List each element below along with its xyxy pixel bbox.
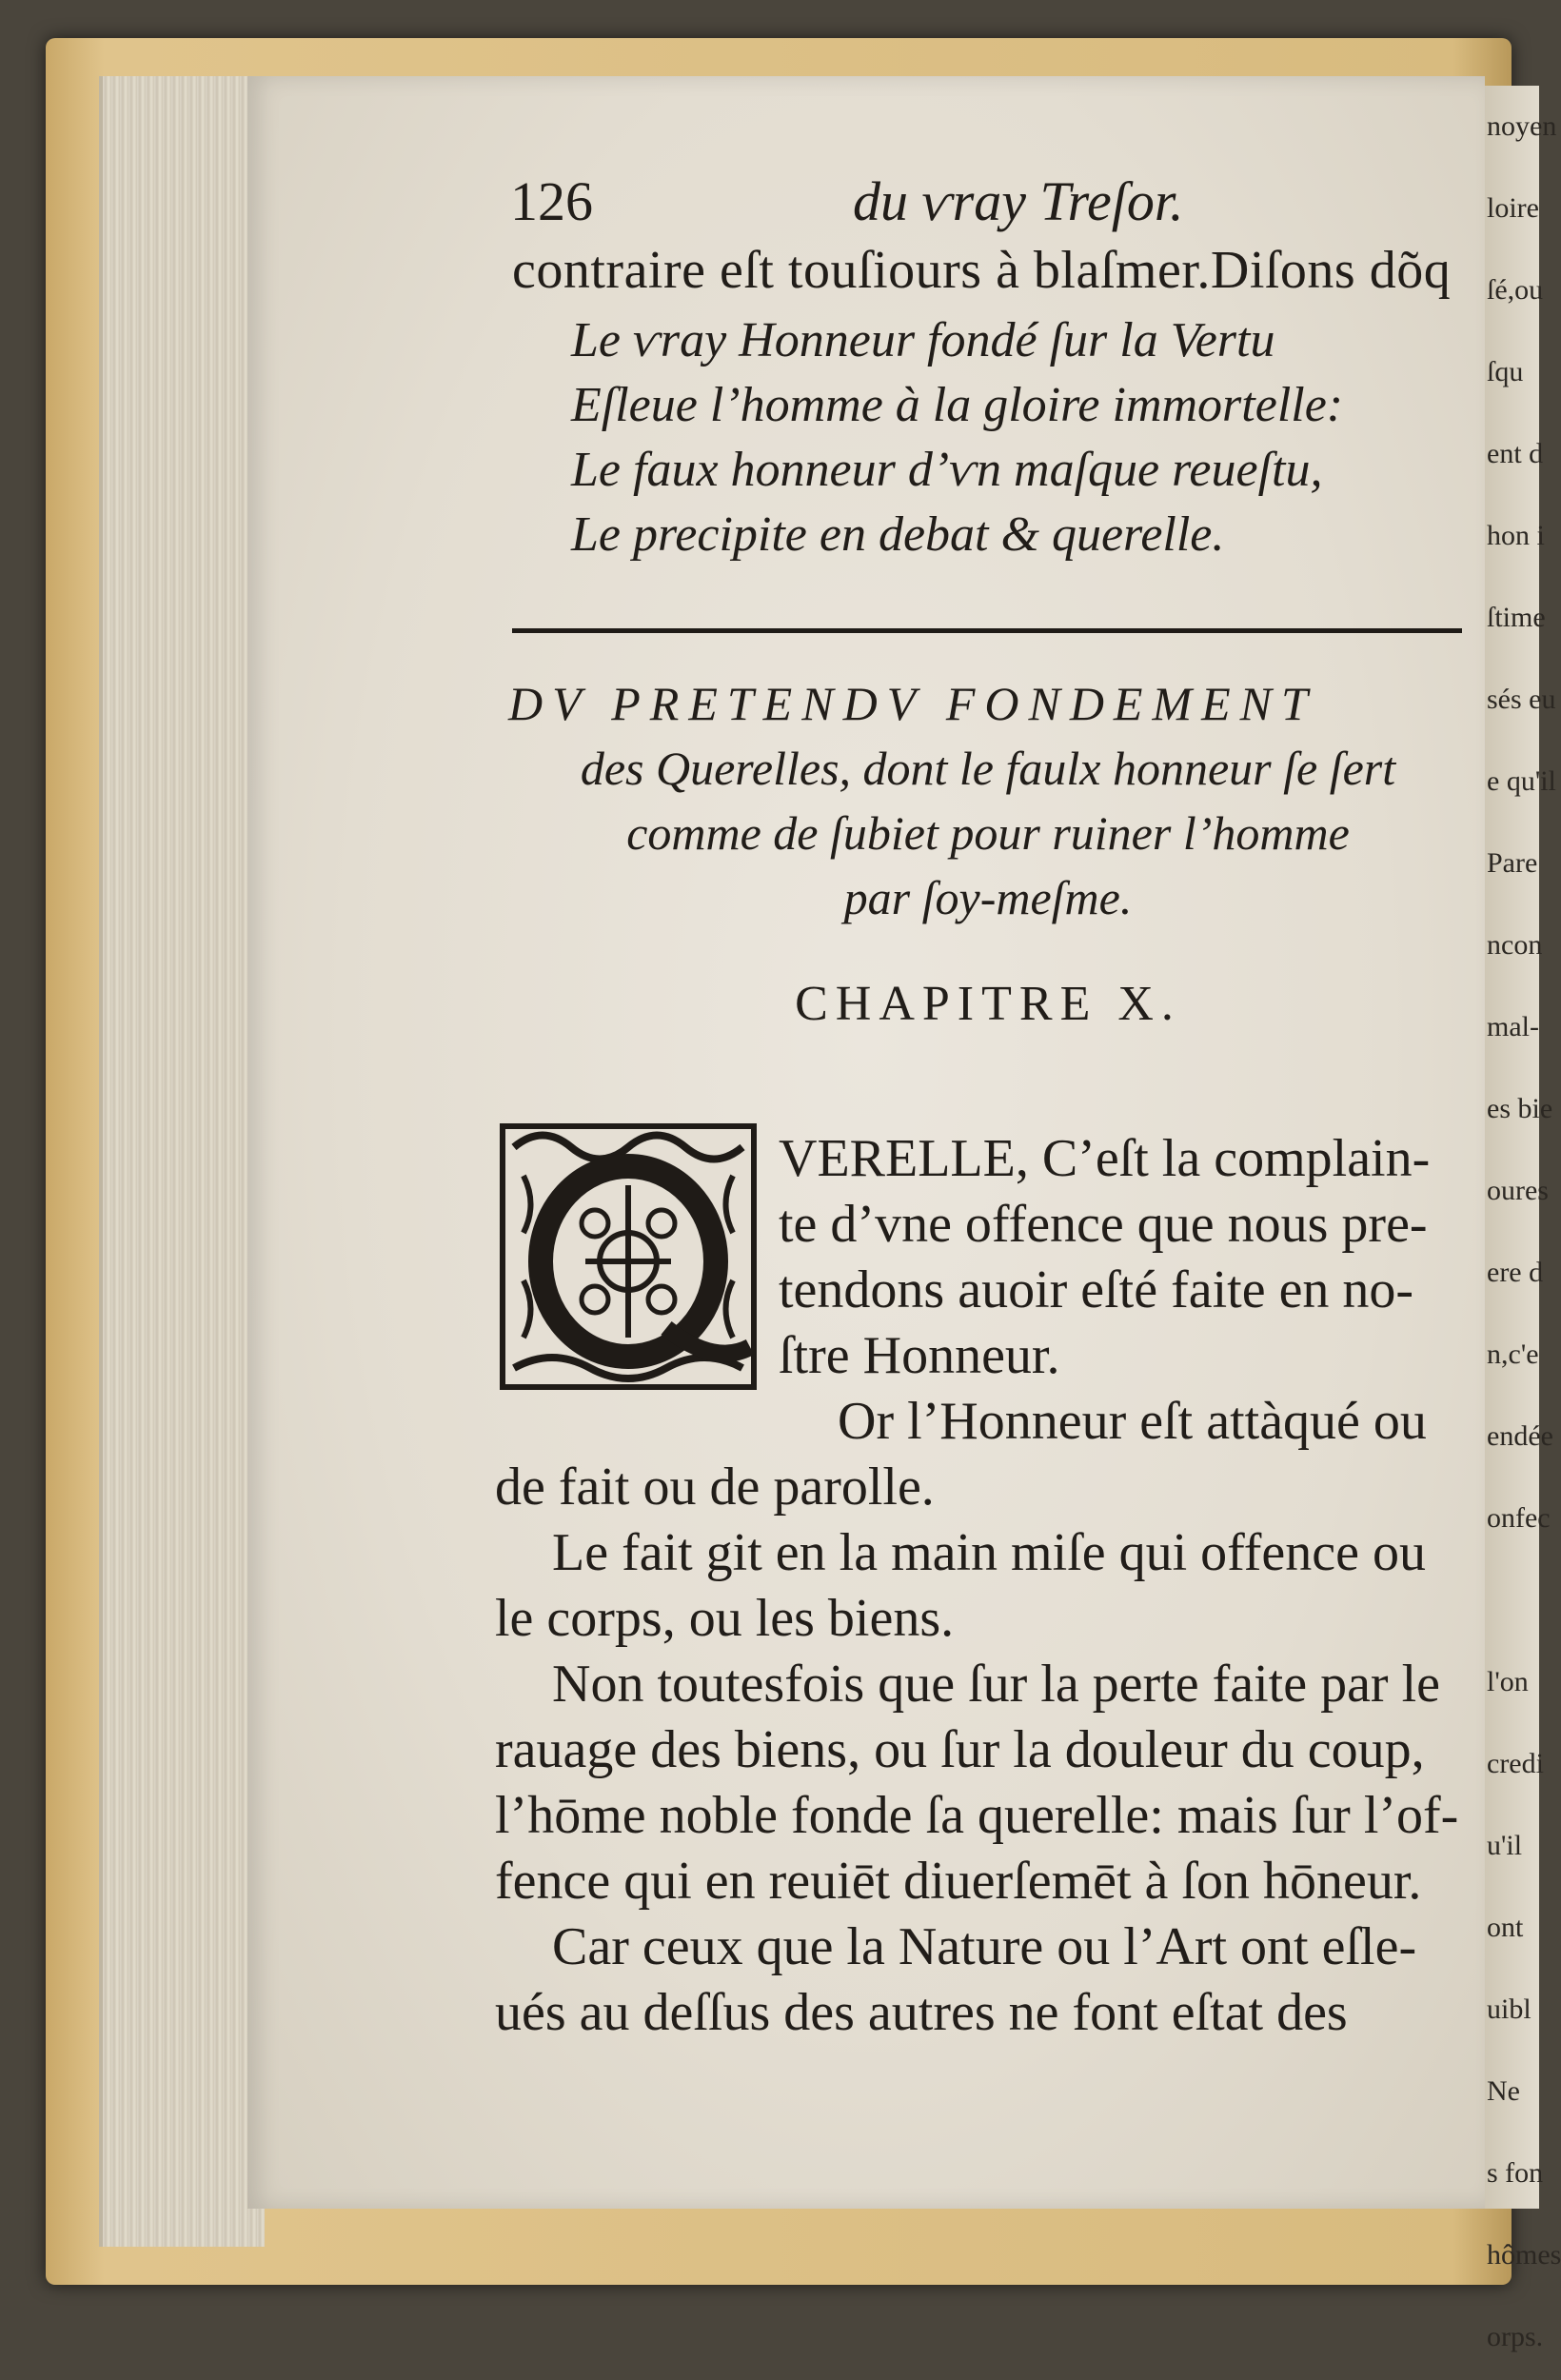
facing-page-fragment: ere d xyxy=(1487,1257,1544,1288)
facing-page-fragment: u'il xyxy=(1487,1830,1523,1861)
body-line: tendons auoir eſté faite en no- xyxy=(779,1260,1414,1319)
page-number: 126 xyxy=(510,170,593,232)
section-subtitle-line: comme de ſubiet pour ruiner l’homme xyxy=(626,806,1350,860)
body-line: ſtre Honneur. xyxy=(779,1326,1060,1385)
chapter-heading: CHAPITRE X. xyxy=(795,977,1181,1031)
body-line: ués au deſſus des autres ne font eſtat des xyxy=(495,1983,1348,2042)
facing-page-fragment: ſqu xyxy=(1487,356,1524,387)
facing-page-fragment: mal- xyxy=(1487,1011,1539,1042)
facing-page-fragment: Pare xyxy=(1487,847,1538,879)
body-line: le corps, ou les biens. xyxy=(495,1589,955,1648)
body-line: Or l’Honneur eſt attàqué ou xyxy=(838,1392,1427,1451)
section-subtitle-line: des Querelles, dont le faulx honneur ſe ſert xyxy=(580,742,1396,795)
facing-page-fragment xyxy=(1487,1559,1539,1641)
page-edges xyxy=(99,76,265,2247)
body-line: Le fait git en la main miſe qui offence ou xyxy=(552,1523,1426,1582)
facing-page-fragment: sés eu xyxy=(1487,684,1556,715)
body-line: VERELLE, C’eſt la complain- xyxy=(779,1129,1431,1188)
running-title: du ѵray Treſor. xyxy=(853,170,1184,232)
body-line: te d’vne offence que nous pre- xyxy=(779,1195,1428,1254)
facing-page-fragment: credi xyxy=(1487,1748,1544,1779)
body-line: Car ceux que la Nature ou l’Art ont eſle- xyxy=(552,1917,1417,1976)
section-heading: DV PRETENDV FONDEMENT xyxy=(508,677,1317,730)
verse-line: Le faux honneur d’ѵn maſque reueſtu, xyxy=(571,443,1323,497)
decorated-initial-q xyxy=(495,1119,761,1395)
facing-page-fragment: ncon xyxy=(1487,929,1543,961)
facing-page-fragment: es bie xyxy=(1487,1093,1553,1124)
facing-page-fragment: l'on xyxy=(1487,1666,1529,1697)
ornament-icon xyxy=(495,1119,761,1395)
facing-page-fragment: endée xyxy=(1487,1420,1553,1452)
facing-page-fragment: hômes xyxy=(1487,2239,1561,2271)
facing-page-fragment: orps. xyxy=(1487,2321,1544,2352)
facing-page-fragment: s fon xyxy=(1487,2157,1544,2189)
facing-page xyxy=(1485,86,1561,2352)
facing-page-fragment: ſtime xyxy=(1487,602,1546,633)
body-line: fence qui en reuiēt diuerſemēt à ſon hōneur. xyxy=(495,1852,1422,1911)
facing-page-fragment: n,c'e xyxy=(1487,1339,1539,1370)
horizontal-rule xyxy=(512,628,1462,633)
verse-line: Le ѵray Honneur fondé ſur la Vertu xyxy=(571,313,1275,367)
facing-page-fragment: e qu'il xyxy=(1487,765,1556,797)
body-line: de fait ou de parolle. xyxy=(495,1458,935,1517)
facing-page-fragment: oures xyxy=(1487,1175,1549,1206)
facing-page-fragment: loire xyxy=(1487,192,1539,224)
facing-page-fragment: ent d xyxy=(1487,438,1544,469)
facing-page-fragment: onfec xyxy=(1487,1502,1551,1534)
verse-line: Le precipite en debat & querelle. xyxy=(571,507,1225,562)
facing-page-fragment: hon i xyxy=(1487,520,1545,551)
facing-page-fragment: Ne xyxy=(1487,2075,1520,2107)
verse-line: Eſleue l’homme à la gloire immortelle: xyxy=(571,378,1344,432)
facing-page-fragment: ont xyxy=(1487,1912,1524,1943)
facing-page-fragment: uibl xyxy=(1487,1993,1531,2025)
body-line: l’hōme noble fonde ſa querelle: mais ſur l’of- xyxy=(495,1786,1459,1845)
facing-page-fragment: ſé,ou xyxy=(1487,274,1544,306)
opening-prose-line: contraire eſt touſiours à blaſmer.Diſons dõq xyxy=(512,241,1452,300)
body-line: Non toutesfois que ſur la perte faite par le xyxy=(552,1655,1440,1714)
body-line: rauage des biens, ou ſur la douleur du coup, xyxy=(495,1720,1425,1779)
facing-page-fragment: noyen xyxy=(1487,110,1557,142)
section-subtitle-line: par ſoy-meſme. xyxy=(843,871,1133,924)
